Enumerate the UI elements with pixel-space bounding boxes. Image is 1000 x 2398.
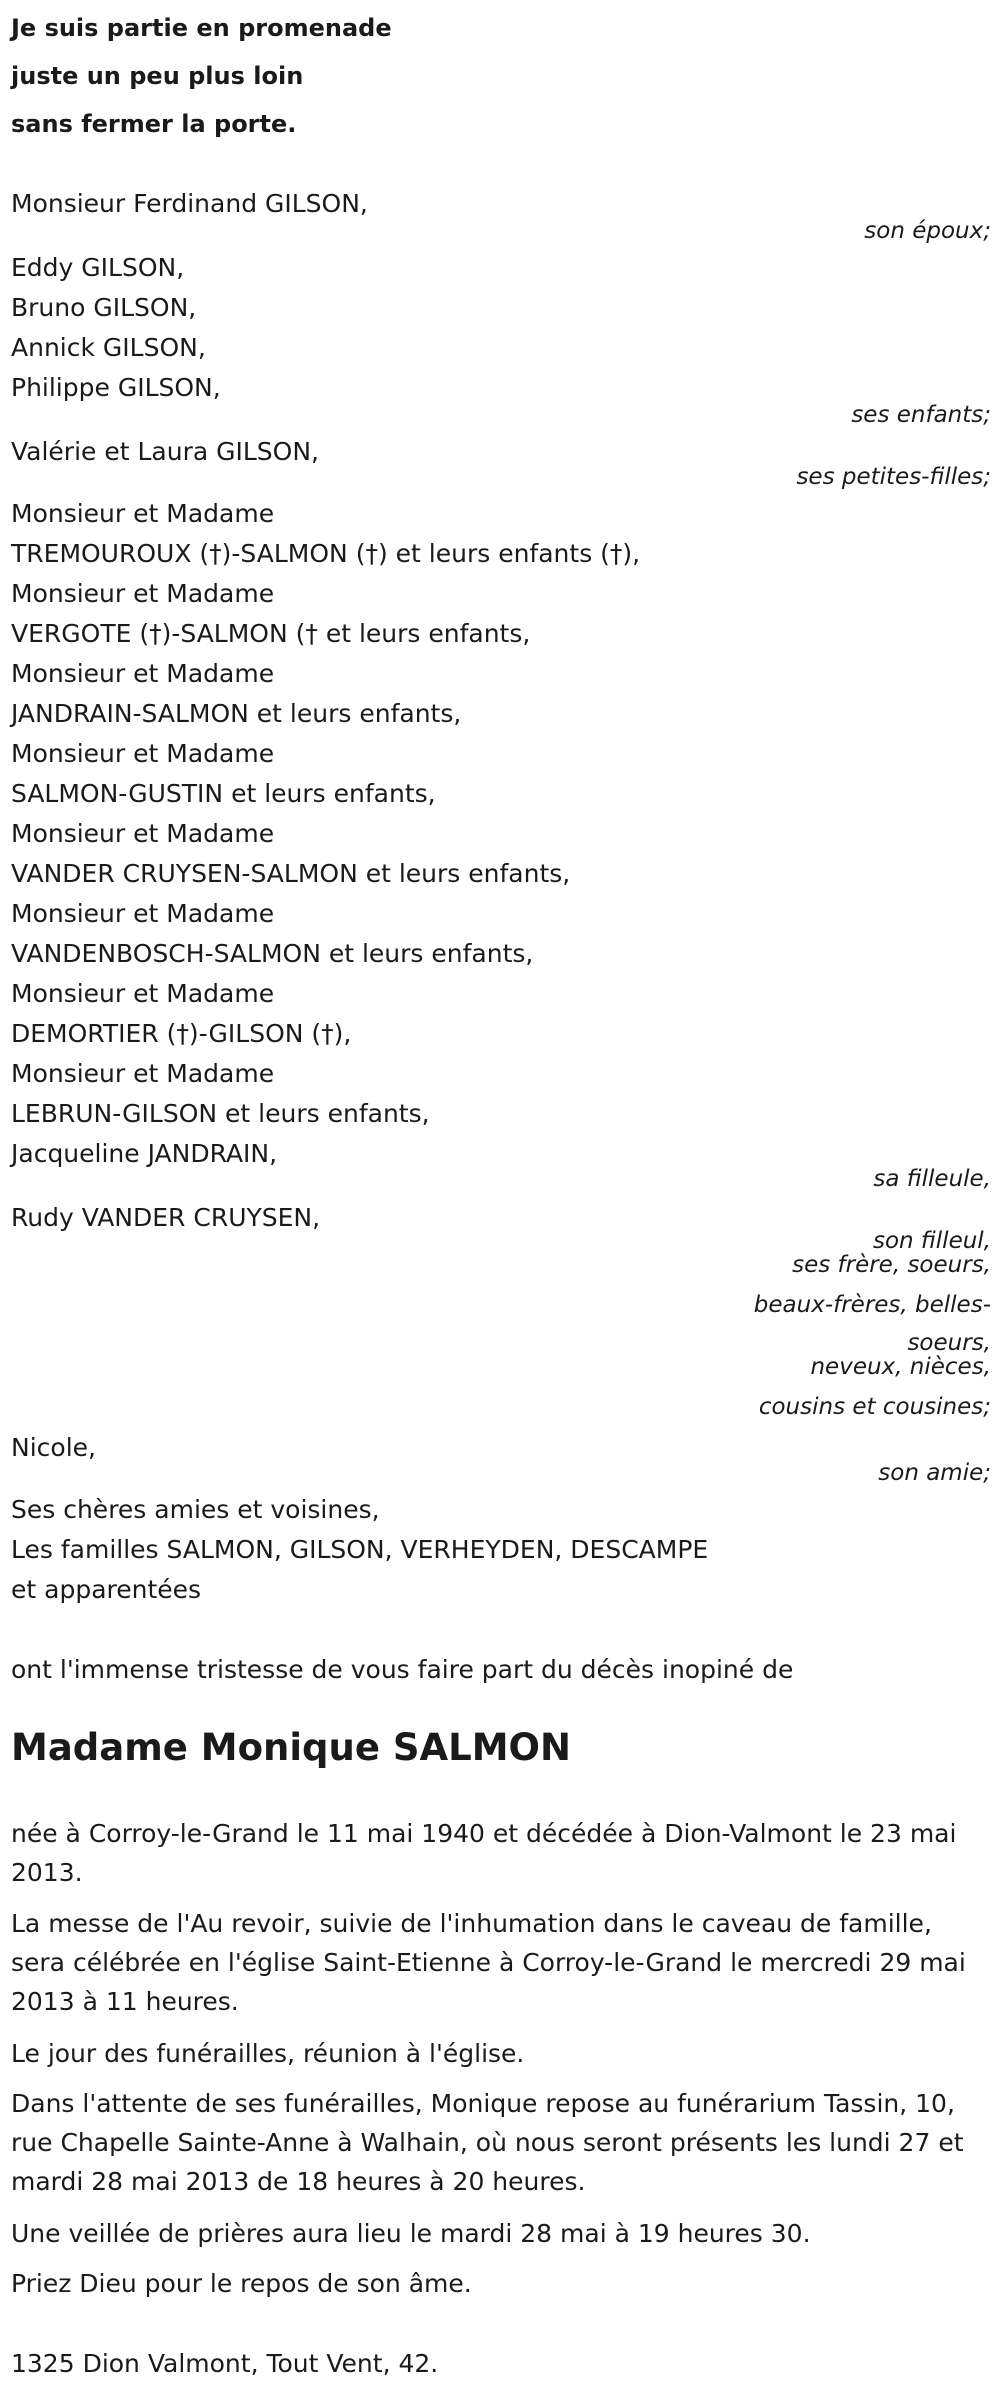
grandchildren-names: Valérie et Laura GILSON, <box>11 437 319 466</box>
friend-relation: son amie; <box>878 1460 991 1486</box>
others-line: Les familles SALMON, GILSON, VERHEYDEN, DESCAMPE <box>11 1535 709 1564</box>
sibling-line: Monsieur et Madame <box>11 659 275 688</box>
friend-name: Nicole, <box>11 1433 96 1462</box>
child-name: Eddy GILSON, <box>11 253 185 282</box>
deceased-name: Madame Monique SALMON <box>11 1726 571 1769</box>
sibling-line: Monsieur et Madame <box>11 979 275 1008</box>
godson-relation: son filleul, <box>872 1228 991 1254</box>
child-name: Bruno GILSON, <box>11 293 197 322</box>
poem-line: juste un peu plus loin <box>11 62 304 90</box>
child-name: Annick GILSON, <box>11 333 206 362</box>
others-line: et apparentées <box>11 1575 202 1604</box>
address: 1325 Dion Valmont, Tout Vent, 42. <box>11 2349 439 2378</box>
sibling-line: Monsieur et Madame <box>11 1059 275 1088</box>
paragraph: née à Corroy-le-Grand le 11 mai 1940 et décédée à Dion-Valmont le 23 mai 2013. <box>11 1819 957 1887</box>
sibling-line: DEMORTIER (†)-GILSON (†), <box>11 1019 352 1048</box>
sibling-line: Monsieur et Madame <box>11 819 275 848</box>
announcement-text: ont l'immense tristesse de vous faire part du décès inopiné de <box>11 1655 794 1684</box>
others-line: Ses chères amies et voisines, <box>11 1495 380 1524</box>
paragraph: Priez Dieu pour le repos de son âme. <box>11 2269 472 2298</box>
sibling-line: Monsieur et Madame <box>11 739 275 768</box>
sibling-line: VANDER CRUYSEN-SALMON et leurs enfants, <box>11 859 571 888</box>
godson-name: Rudy VANDER CRUYSEN, <box>11 1203 321 1232</box>
paragraph: Dans l'attente de ses funérailles, Monique repose au funérarium Tassin, 10, rue Chapelle Sainte-Anne à Walhain, où nous seront présents les lundi 27 et mardi 28 mai 2013 de 18 heures à 20 heures. <box>11 2089 964 2196</box>
sibling-line: SALMON-GUSTIN et leurs enfants, <box>11 779 436 808</box>
poem-line: Je suis partie en promenade <box>11 14 392 42</box>
cousins-relation: cousins et cousines; <box>758 1394 991 1420</box>
sibling-line: TREMOUROUX (†)-SALMON (†) et leurs enfants (†), <box>11 539 641 568</box>
sibling-line: LEBRUN-GILSON et leurs enfants, <box>11 1099 430 1128</box>
inlaws-relation: beaux-frères, belles-soeurs, <box>753 1292 991 1356</box>
sibling-line: Monsieur et Madame <box>11 899 275 928</box>
sibling-line: JANDRAIN-SALMON et leurs enfants, <box>11 699 462 728</box>
spouse-name: Monsieur Ferdinand GILSON, <box>11 189 368 218</box>
goddaughter-relation: sa filleule, <box>873 1166 991 1192</box>
paragraph: Une veillée de prières aura lieu le mardi 28 mai à 19 heures 30. <box>11 2219 811 2248</box>
siblings-relation: ses frère, soeurs, <box>792 1252 991 1278</box>
sibling-line: Jacqueline JANDRAIN, <box>11 1139 278 1168</box>
paragraph: La messe de l'Au revoir, suivie de l'inhumation dans le caveau de famille, sera célébrée en l'église Saint-Etienne à Corroy-le-Grand le mercredi 29 mai 2013 à 11 heures. <box>11 1909 966 2016</box>
sibling-line: VANDENBOSCH-SALMON et leurs enfants, <box>11 939 534 968</box>
paragraph: Le jour des funérailles, réunion à l'église. <box>11 2039 525 2068</box>
family-list <box>11 0 991 2398</box>
sibling-line: Monsieur et Madame <box>11 579 275 608</box>
sibling-line: VERGOTE (†)-SALMON († et leurs enfants, <box>11 619 531 648</box>
spouse-relation: son époux; <box>864 218 991 244</box>
child-name: Philippe GILSON, <box>11 373 221 402</box>
poem-line: sans fermer la porte. <box>11 110 297 138</box>
children-relation: ses enfants; <box>851 402 991 428</box>
sibling-line: Monsieur et Madame <box>11 499 275 528</box>
grandchildren-relation: ses petites-filles; <box>796 464 991 490</box>
nephews-relation: neveux, nièces, <box>810 1354 991 1380</box>
